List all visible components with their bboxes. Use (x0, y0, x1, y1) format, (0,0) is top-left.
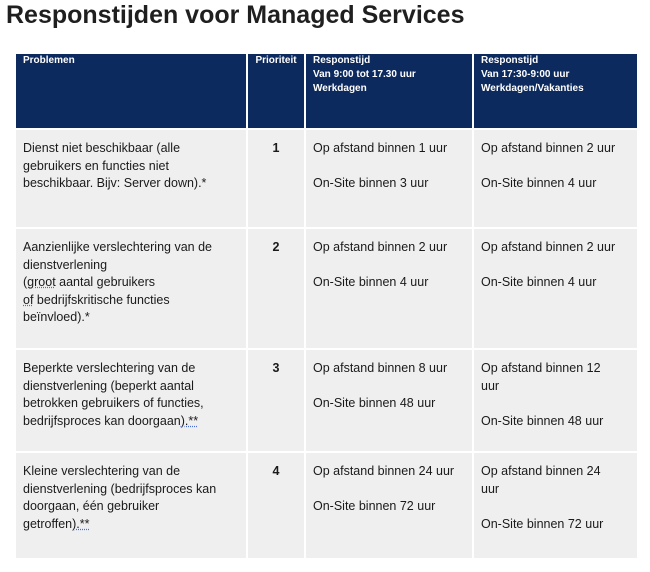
priority-cell: 2 (248, 229, 306, 350)
problem-line: Aanzienlijke verslechtering van de (23, 240, 212, 254)
problem-line (23, 413, 239, 431)
header-problems: Problemen (16, 54, 248, 130)
onsite-response: On-Site binnen 4 uur (313, 275, 429, 289)
onsite-response: On-Site binnen 48 uur (481, 413, 604, 428)
priority-cell: 1 (248, 130, 306, 229)
remote-response: Op afstand binnen 2 uur (481, 240, 616, 254)
header-row (16, 54, 637, 130)
header-business-hours-line: Responstijd (313, 55, 371, 66)
problem-line: betrokken gebruikers of functies, (23, 396, 204, 410)
business-hours-cell (306, 130, 474, 229)
problem-cell (16, 350, 248, 453)
onsite-response: On-Site binnen 3 uur (313, 176, 429, 190)
problem-line: beschikbaar. Bijv: Server down).* (23, 176, 207, 190)
header-after-hours-line: Responstijd (481, 55, 539, 66)
problem-line (23, 516, 239, 534)
remote-response: Op afstand binnen 2 uur (481, 141, 616, 155)
remote-response: Op afstand binnen 24 (481, 464, 601, 478)
header-business-hours-line: Werkdagen (313, 83, 367, 94)
remote-response-cont: uur (481, 481, 500, 496)
problem-cell (16, 453, 248, 560)
problem-line: Beperkte verslechtering van de (23, 361, 196, 375)
after-hours-cell (474, 453, 637, 560)
problem-text: getroffen (23, 516, 73, 531)
problem-text: ( (23, 275, 28, 289)
problem-line: beïnvloed).* (23, 310, 90, 324)
problem-line: Dienst niet beschikbaar (alle (23, 141, 181, 155)
problem-line: Kleine verslechtering van de (23, 464, 181, 478)
remote-response: Op afstand binnen 8 uur (313, 361, 448, 375)
response-times-table (16, 54, 637, 560)
remote-response: Op afstand binnen 24 uur (313, 464, 455, 478)
remote-response: Op afstand binnen 2 uur (313, 240, 448, 254)
onsite-response: On-Site binnen 4 uur (481, 275, 597, 289)
table-row (16, 350, 637, 453)
header-business-hours-line: Van 9:00 tot 17.30 uur (313, 69, 416, 80)
problem-line (23, 274, 239, 292)
problem-text-underlined: ).** (72, 516, 90, 531)
onsite-response: On-Site binnen 48 uur (313, 396, 436, 410)
header-business-hours (306, 54, 474, 130)
problem-line: dienstverlening (23, 257, 108, 272)
business-hours-cell (306, 350, 474, 453)
remote-response: Op afstand binnen 12 (481, 361, 601, 375)
page-title: Responstijden voor Managed Services (6, 1, 465, 29)
problem-text-underlined: of (23, 292, 34, 307)
problem-line: dienstverlening (bedrijfsproces kan (23, 481, 217, 496)
problem-line: gebruikers en functies niet (23, 158, 169, 173)
problem-text: bedrijfskritische functies (33, 292, 170, 307)
header-after-hours-line: Werkdagen/Vakanties (481, 83, 584, 94)
problem-line: dienstverlening (beperkt aantal (23, 378, 194, 393)
after-hours-cell (474, 229, 637, 350)
problem-line: doorgaan, één gebruiker (23, 499, 160, 513)
problem-cell (16, 130, 248, 229)
business-hours-cell (306, 453, 474, 560)
problem-cell (16, 229, 248, 350)
business-hours-cell (306, 229, 474, 350)
table-row (16, 130, 637, 229)
problem-text-underlined: ).** (180, 413, 199, 428)
priority-cell: 3 (248, 350, 306, 453)
after-hours-cell (474, 350, 637, 453)
header-after-hours-line: Van 17:30-9:00 uur (481, 69, 570, 80)
header-after-hours (474, 54, 637, 130)
problem-text-underlined: groot (27, 275, 56, 289)
table-row (16, 229, 637, 350)
table-row (16, 453, 637, 560)
onsite-response: On-Site binnen 72 uur (313, 499, 436, 513)
remote-response: Op afstand binnen 1 uur (313, 141, 448, 155)
onsite-response: On-Site binnen 4 uur (481, 176, 597, 190)
problem-text: aantal gebruikers (55, 275, 156, 289)
onsite-response: On-Site binnen 72 uur (481, 516, 604, 531)
problem-line (23, 292, 239, 310)
header-priority: Prioriteit (248, 54, 306, 130)
problem-text: bedrijfsproces kan doorgaan (23, 413, 181, 428)
after-hours-cell (474, 130, 637, 229)
remote-response-cont: uur (481, 378, 500, 393)
priority-cell: 4 (248, 453, 306, 560)
